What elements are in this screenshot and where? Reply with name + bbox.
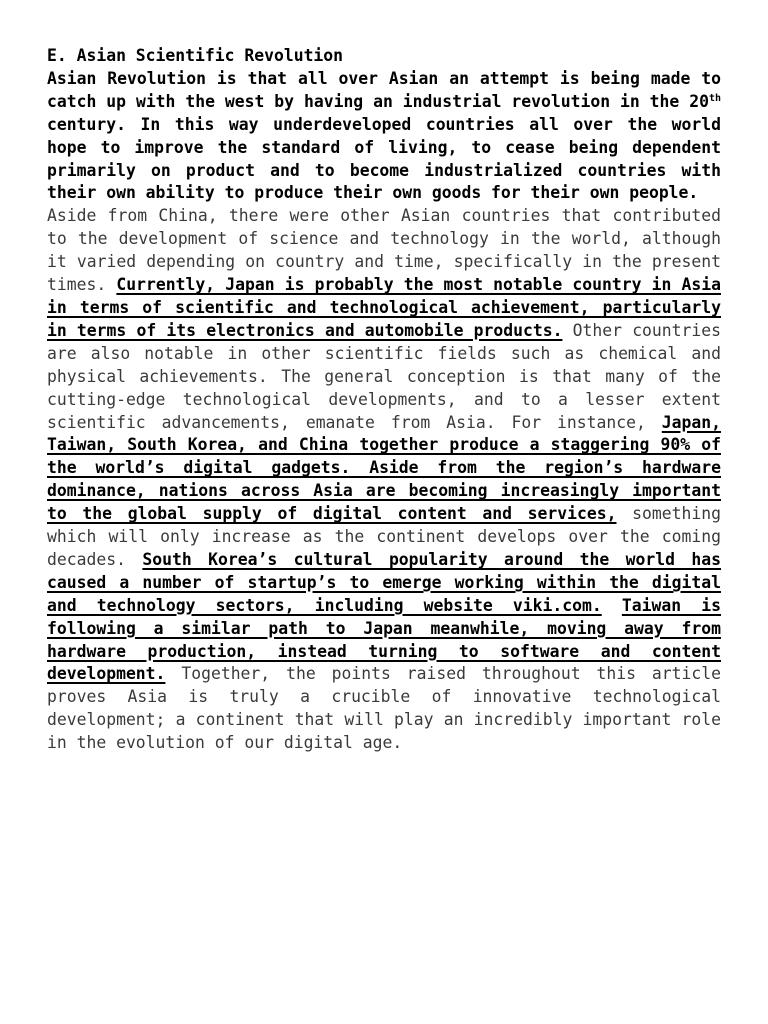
ordinal-superscript: th <box>708 92 721 104</box>
body-text-3: something which will only increase as the continent develops over the coming decades. <box>47 504 721 569</box>
highlight-digital-gadgets: Japan, Taiwan, South Korea, and China together produce a staggering 90% of the world’s digital gadgets. Aside from the region’s hardware dominance, nations across Asia are becoming increasingly important to the global supply of digital content and services, <box>47 412 721 524</box>
body-text-4 <box>602 596 622 615</box>
document-page <box>47 45 721 755</box>
intro-text-start: Asian Revolution is that all over Asian an attempt is being made to catch up with the west by having an industrial revolution in the 20 <box>47 68 721 111</box>
highlight-japan: Currently, Japan is probably the most notable country in Asia in terms of scientific and technological achievement, particularly in terms of its electronics and automobile products. <box>47 275 721 340</box>
intro-paragraph <box>47 68 721 205</box>
body-text-5: Together, the points raised throughout this article proves Asia is truly a crucible of innovative technological development; a continent that will play an incredibly important role in the evolution of our digital age. <box>47 664 721 753</box>
highlight-taiwan: Taiwan is following a similar path to Japan meanwhile, moving away from hardware production, instead turning to software and content development. <box>47 595 721 684</box>
highlight-south-korea: South Korea’s cultural popularity around the world has caused a number of startup’s to emerge working within the digital and technology sectors, including website viki.com. <box>47 549 722 615</box>
body-text-2: Other countries are also notable in other scientific fields such as chemical and physical achievements. The general conception is that many of the cutting-edge technological developments, and to a lesser extent scientific advancements, emanate from Asia. For instance, <box>47 320 722 432</box>
section-heading: E. Asian Scientific Revolution <box>47 46 344 65</box>
body-text-1: Aside from China, there were other Asian countries that contributed to the development of science and technology in the world, although it varied depending on country and time, specifically in the present times. <box>47 206 721 295</box>
body-paragraph <box>47 205 721 755</box>
intro-text-end: century. In this way underdeveloped countries all over the world hope to improve the standard of living, to cease being dependent primarily on product and to become industrialized countries with their own ability to produce their own goods for their own people. <box>47 114 721 203</box>
